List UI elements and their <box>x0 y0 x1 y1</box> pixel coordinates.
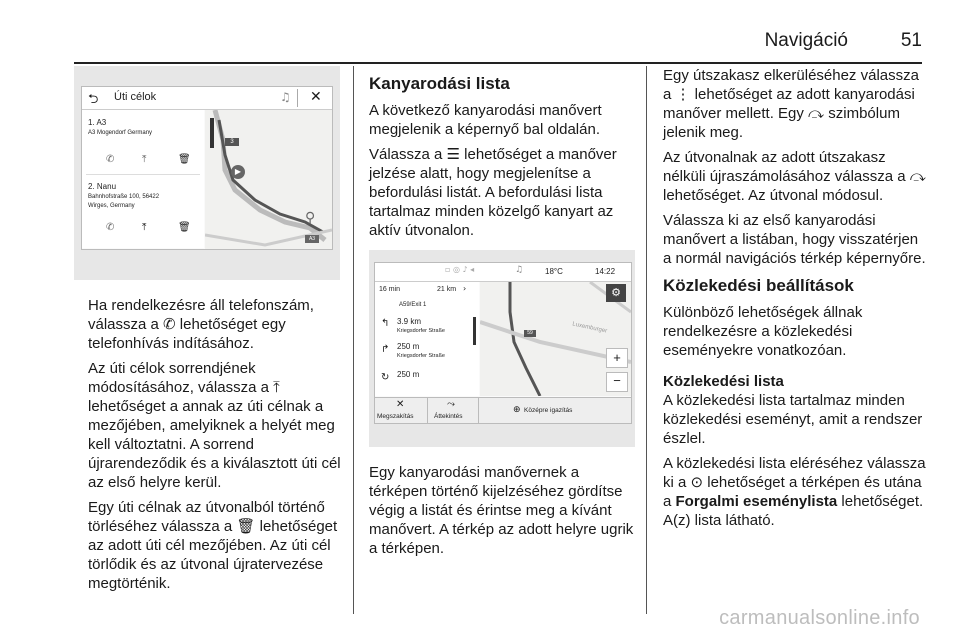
section-heading-turn-list: Kanyarodási lista <box>369 74 510 93</box>
dest2-phone-icon[interactable]: ✆ <box>106 222 115 233</box>
header-rule <box>74 62 922 64</box>
turn-list-open: Válassza a ☰ lehetőséget a manőver jelzése alatt, hogy megjelenítse a befordulási listát. A befordulási lista tartalmaz minden közelgő kanyart az aktív útvonalon. <box>369 146 617 239</box>
dest2-delete-icon[interactable]: 🗑 <box>178 222 191 233</box>
traffic-event-list-option: Forgalmi eseménylista <box>675 493 838 510</box>
turn-list-map[interactable] <box>480 282 631 396</box>
right-column <box>663 66 928 536</box>
chapter-title: Navigáció <box>764 30 848 51</box>
section-heading-traffic: Közlekedési beállítások <box>663 276 854 295</box>
screen-title: Úti célok <box>114 91 157 103</box>
turn-select-paragraph: Egy kanyarodási manővernek a térképen történő kijelzéséhez gördítse végig a listát és érintse meg a kívánt manővert. A térkép az adott helyre ugrik a térképen. <box>369 464 634 557</box>
turn-row-1-distance[interactable]: 3.9 km <box>397 317 422 326</box>
total-time: 16 min <box>379 286 401 293</box>
center-button[interactable] <box>511 398 585 424</box>
reorder-paragraph: Az úti célok sorrendjének módosításához, válassza a ⤒ lehetőséget a annak az úti célnak a mezőjében, amelyiknek a helyét meg kell változtatni. A sorrend újrarendeződik és a kiválasztott úti cél az első helyre kerül. <box>88 360 341 491</box>
crosshair-icon: ⊕ <box>513 405 521 415</box>
close-icon[interactable]: ✕ <box>310 89 322 105</box>
map-roads <box>205 110 332 249</box>
overview-button[interactable] <box>428 398 479 424</box>
temperature: 18°C <box>545 267 563 276</box>
turn-list-screen <box>374 262 632 424</box>
phone-paragraph: Ha rendelkezésre áll telefonszám, válassza a ✆ lehetőséget egy telefonhívás indításához. <box>88 297 314 352</box>
play-icon[interactable]: ▶ <box>231 165 245 179</box>
column-divider-1 <box>353 66 354 614</box>
turn-row-2-street: Kriegsdorfer Straße <box>397 353 445 359</box>
back-icon[interactable]: ⮌ <box>88 92 99 107</box>
middle-column <box>369 66 637 246</box>
map-road-badge: 59 <box>524 330 536 337</box>
map-road-badge: A3 <box>305 235 319 243</box>
destinations-screenshot <box>74 66 340 280</box>
avoid-segment-paragraph: Egy útszakasz elkerüléséhez válassza a ⋮ lehetőséget az adott kanyarodási manőver mellett. Egy ⤼ szimbólum jelenik meg. <box>663 67 919 141</box>
middle-column-bottom <box>369 463 641 564</box>
turn-right-icon: ↱ <box>381 344 390 355</box>
dest1-phone-icon[interactable]: ✆ <box>106 154 115 165</box>
turn-list-intro: A következő kanyarodási manővert megjelenik a képernyő bal oldalán. <box>369 102 602 138</box>
clock: 14:22 <box>595 267 616 276</box>
dest2-title: 2. Nanu <box>88 182 117 191</box>
delete-paragraph: Egy úti célnak az útvonalból történő törléséhez válassza a 🗑 lehetőséget az adott úti cél mezőjében. Az úti cél törlődik és az útvonal újratervezése megtörténik. <box>88 499 338 592</box>
traffic-access-text-a: A közlekedési lista eléréséhez válassza ki a ⊙ lehetőséget a térképen és utána a <box>663 455 926 510</box>
roundabout-icon: ↻ <box>381 372 390 383</box>
turn-row-3-distance[interactable]: 250 m <box>397 370 420 379</box>
destinations-map[interactable] <box>205 110 332 249</box>
screen-topbar <box>82 87 332 110</box>
cancel-button[interactable] <box>375 398 428 424</box>
dest2-address-line1: Bahnhofstraße 100, 56422 <box>88 194 160 200</box>
status-bar <box>375 263 631 282</box>
turn-list-screenshot <box>369 250 635 447</box>
overview-label: Áttekintés <box>434 413 463 420</box>
topbar-separator <box>297 89 298 107</box>
turn-list-panel[interactable] <box>375 282 479 396</box>
dest2-address-line2: Wirges, Germany <box>88 203 135 209</box>
zoom-in-button[interactable]: + <box>606 348 628 368</box>
music-icon[interactable]: ♫ <box>515 265 524 275</box>
cancel-label: Megszakítás <box>377 413 414 420</box>
center-label: Középre igazítás <box>524 407 573 414</box>
traffic-intro-paragraph: Különböző lehetőségek állnak rendelkezésre a közlekedési eseményekre vonatkozóan. <box>663 304 863 359</box>
cancel-icon: ✕ <box>396 399 405 410</box>
bottom-bar <box>375 397 631 424</box>
list-scrollbar[interactable] <box>473 317 476 345</box>
destination-list <box>82 110 204 248</box>
map-scrollbar[interactable] <box>210 118 214 148</box>
settings-gear-icon[interactable]: ⚙ <box>606 284 626 302</box>
dest1-delete-icon[interactable]: 🗑 <box>178 154 191 165</box>
traffic-access-text-b: lehetőséget. A(z) lista látható. <box>663 493 924 529</box>
turn-left-icon: ↰ <box>381 318 390 329</box>
dest1-address: A3 Mogendorf Germany <box>88 130 153 136</box>
turn-row-1-street: Kriegsdorfer Straße <box>397 328 445 334</box>
turn-row-0[interactable]: A59/Exit 1 <box>399 302 427 308</box>
chevron-right-icon[interactable]: › <box>463 284 467 293</box>
dest2-move-top-icon[interactable]: ⤒ <box>142 222 147 233</box>
route-badge: 3 <box>225 138 239 146</box>
traffic-access-paragraph <box>663 454 928 530</box>
watermark: carmanualsonline.info <box>719 607 920 629</box>
zoom-out-button[interactable]: − <box>606 372 628 392</box>
dest1-title: 1. A3 <box>88 118 107 127</box>
total-distance: 21 km <box>437 286 457 293</box>
turn-row-2-distance[interactable]: 250 m <box>397 342 420 351</box>
return-map-paragraph: Válassza ki az első kanyarodási manővert a listában, hogy visszatérjen a normál navigációs térkép képernyőre. <box>663 212 926 267</box>
map-place-label: Luxemburger <box>571 321 608 335</box>
subheading-traffic-list: Közlekedési lista <box>663 373 784 390</box>
traffic-list-paragraph: A közlekedési lista tartalmaz minden közlekedési eseményt, amit a rendszer észlel. <box>663 392 923 447</box>
page-number: 51 <box>900 30 922 51</box>
status-icons: ▫ ◎ ♪ ◂ <box>445 265 475 274</box>
column-divider-2 <box>646 66 647 614</box>
overview-icon: ⤳ <box>447 399 455 410</box>
list-divider <box>86 174 200 175</box>
destinations-screen <box>81 86 333 250</box>
music-icon[interactable]: ♫ <box>280 90 291 104</box>
left-column <box>88 296 344 599</box>
recalculate-paragraph: Az útvonalnak az adott útszakasz nélküli újraszámolásához válassza a ⤼ lehetőséget. Az útvonal módosul. <box>663 149 926 204</box>
dest1-move-top-icon[interactable]: ⤒ <box>142 154 147 165</box>
destination-pin-icon: ⚲ <box>305 210 316 226</box>
